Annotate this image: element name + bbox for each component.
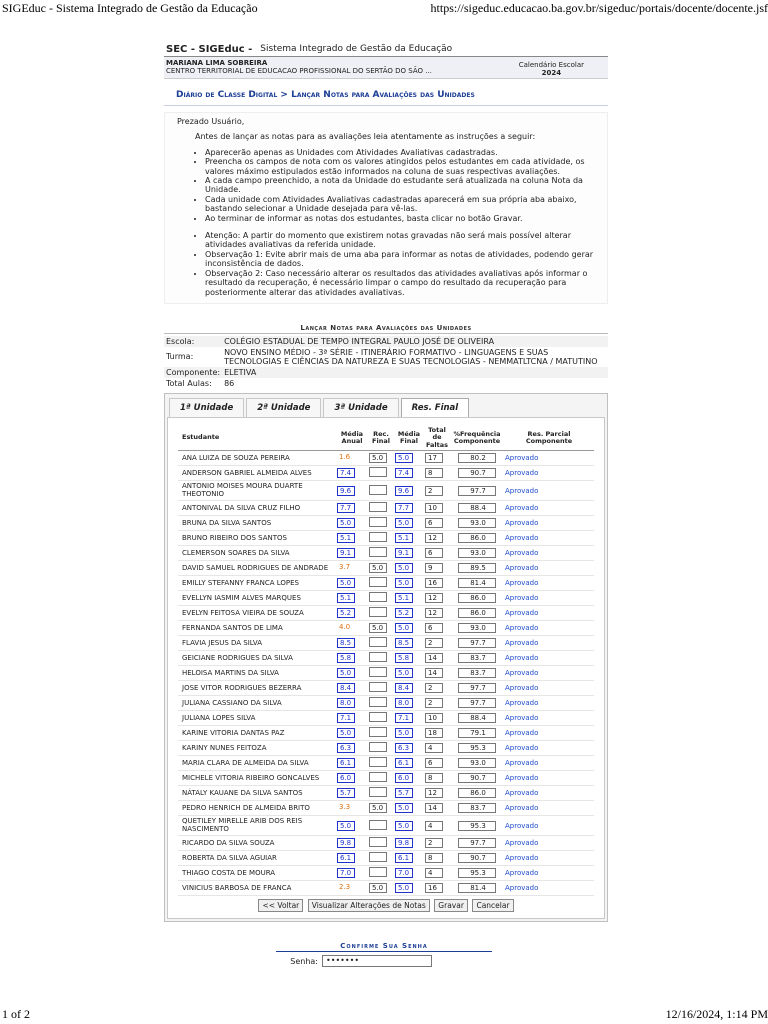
frequencia-field: 90.7 — [458, 468, 496, 478]
student-name: QUETILEY MIRELLE ARIB DOS REIS NASCIMENTO — [178, 816, 336, 836]
media-anual-field: 8.5 — [337, 638, 355, 648]
media-final-field: 5.0 — [395, 728, 413, 738]
frequencia-field: 83.7 — [458, 668, 496, 678]
rec-final-field[interactable] — [369, 772, 387, 782]
student-name: GEICIANE RODRIGUES DA SILVA — [178, 651, 336, 666]
tab-unit-2[interactable]: 2ª Unidade — [246, 398, 321, 417]
result-status: Aprovado — [505, 684, 539, 693]
result-status: Aprovado — [505, 504, 539, 513]
print-footer — [0, 1008, 768, 1024]
media-final-field: 6.0 — [395, 773, 413, 783]
print-header — [0, 0, 768, 16]
student-name: ANDERSON GABRIEL ALMEIDA ALVES — [178, 466, 336, 481]
print-datetime: 12/16/2024, 1:14 PM — [665, 1007, 768, 1021]
frequencia-field: 86.0 — [458, 593, 496, 603]
student-name: KARINE VITORIA DANTAS PAZ — [178, 726, 336, 741]
instructions-intro: Antes de lançar as notas para as avaliações leia atentamente as instruções a seguir: — [195, 132, 536, 142]
section-title: Lançar Notas para Avaliações das Unidades — [164, 324, 608, 334]
frequencia-field: 90.7 — [458, 773, 496, 783]
media-final-field: 5.7 — [395, 788, 413, 798]
tab-unit-1[interactable]: 1ª Unidade — [169, 398, 244, 417]
frequencia-field: 95.3 — [458, 821, 496, 831]
rec-final-field[interactable] — [369, 517, 387, 527]
frequencia-field: 80.2 — [458, 453, 496, 463]
student-name: KARINY NUNES FEITOZA — [178, 741, 336, 756]
faltas-field: 4 — [425, 743, 443, 753]
class-info — [164, 336, 608, 389]
faltas-field: 6 — [425, 623, 443, 633]
media-final-field: 8.0 — [395, 698, 413, 708]
tab-unit-3[interactable]: 3ª Unidade — [323, 398, 398, 417]
result-status: Aprovado — [505, 564, 539, 573]
instruction-item: • Preencha os campos de nota com os valores atingidos pelos estudantes em cada atividade, os valores máximo estipulados estão informados na coluna de suas respectivas avaliações. — [205, 157, 595, 176]
cancel-button[interactable]: Cancelar — [472, 899, 513, 912]
result-status: Aprovado — [505, 729, 539, 738]
student-name: ANTONIVAL DA SILVA CRUZ FILHO — [178, 501, 336, 516]
faltas-field: 9 — [425, 563, 443, 573]
frequencia-field: 81.4 — [458, 883, 496, 893]
media-anual-field: 2.3 — [339, 883, 351, 892]
brand-bar — [164, 42, 608, 57]
aulas-value: 86 — [224, 378, 235, 388]
media-anual-field: 6.0 — [337, 773, 355, 783]
result-status: Aprovado — [505, 804, 539, 813]
media-anual-field: 5.1 — [337, 533, 355, 543]
page — [164, 42, 608, 922]
table-row — [178, 681, 594, 696]
rec-final-field[interactable] — [369, 682, 387, 692]
table-row — [178, 621, 594, 636]
media-anual-field: 7.0 — [337, 868, 355, 878]
media-anual-field: 5.0 — [337, 578, 355, 588]
print-page: 1 of 2 — [2, 1007, 30, 1021]
rec-final-field[interactable] — [369, 592, 387, 602]
table-row — [178, 666, 594, 681]
faltas-field: 14 — [425, 668, 443, 678]
student-name: MICHELE VITORIA RIBEIRO GONCALVES — [178, 771, 336, 786]
frequencia-field: 97.7 — [458, 486, 496, 496]
media-anual-field: 6.3 — [337, 743, 355, 753]
media-anual-field: 3.7 — [339, 563, 351, 572]
table-row — [178, 516, 594, 531]
student-name: EVELYN FEITOSA VIEIRA DE SOUZA — [178, 606, 336, 621]
instructions-box — [164, 112, 608, 304]
frequencia-field: 93.0 — [458, 518, 496, 528]
media-final-field: 5.2 — [395, 608, 413, 618]
confirm-password — [276, 942, 492, 967]
calendar-year: 2024 — [541, 69, 562, 77]
media-anual-field: 5.0 — [337, 668, 355, 678]
media-final-field: 9.8 — [395, 838, 413, 848]
rec-final-field[interactable]: 5.0 — [369, 453, 387, 463]
media-final-field: 5.0 — [395, 821, 413, 831]
user-center: CENTRO TERRITORIAL DE EDUCACAO PROFISSIONAL DO SERTÃO DO SÃO ... — [166, 67, 432, 75]
media-final-field: 5.1 — [395, 593, 413, 603]
table-row — [178, 711, 594, 726]
table-row — [178, 466, 594, 481]
result-status: Aprovado — [505, 821, 539, 830]
table-row — [178, 651, 594, 666]
user-name: MARIANA LIMA SOBREIRA — [166, 59, 268, 67]
student-name: ANTONIO MOISES MOURA DUARTE THEOTONIO — [178, 481, 336, 501]
rec-final-field[interactable] — [369, 820, 387, 830]
table-row — [178, 786, 594, 801]
frequencia-field: 93.0 — [458, 548, 496, 558]
frequencia-field: 93.0 — [458, 623, 496, 633]
unit-tabs — [167, 398, 605, 417]
frequencia-field: 95.3 — [458, 868, 496, 878]
faltas-field: 12 — [425, 533, 443, 543]
media-final-field: 7.0 — [395, 868, 413, 878]
media-anual-field: 3.3 — [339, 803, 351, 812]
faltas-field: 4 — [425, 868, 443, 878]
rec-final-field[interactable] — [369, 757, 387, 767]
media-anual-field: 9.8 — [337, 838, 355, 848]
rec-final-field[interactable] — [369, 852, 387, 862]
rec-final-field[interactable] — [369, 532, 387, 542]
col-header-faltas: Total de Faltas — [425, 425, 449, 449]
rec-final-field[interactable]: 5.0 — [369, 803, 387, 813]
action-buttons — [178, 896, 594, 914]
table-row — [178, 836, 594, 851]
result-status: Aprovado — [505, 869, 539, 878]
table-row — [178, 481, 594, 501]
table-row — [178, 756, 594, 771]
faltas-field: 2 — [425, 638, 443, 648]
rec-final-field[interactable] — [369, 577, 387, 587]
media-final-field: 6.1 — [395, 853, 413, 863]
table-row — [178, 696, 594, 711]
faltas-field: 14 — [425, 653, 443, 663]
frequencia-field: 88.4 — [458, 503, 496, 513]
media-anual-field: 6.1 — [337, 853, 355, 863]
col-header-media-final: Média Final — [394, 426, 424, 451]
faltas-field: 8 — [425, 853, 443, 863]
result-status: Aprovado — [505, 486, 539, 495]
media-final-field: 9.6 — [395, 486, 413, 496]
componente-label: Componente: — [166, 367, 221, 377]
result-status: Aprovado — [505, 519, 539, 528]
table-row — [178, 591, 594, 606]
faltas-field: 10 — [425, 503, 443, 513]
faltas-field: 6 — [425, 758, 443, 768]
student-name: ROBERTA DA SILVA AGUIAR — [178, 851, 336, 866]
frequencia-field: 93.0 — [458, 758, 496, 768]
media-anual-field: 9.6 — [337, 486, 355, 496]
result-status: Aprovado — [505, 609, 539, 618]
media-anual-field: 5.0 — [337, 728, 355, 738]
table-row — [178, 606, 594, 621]
table-row — [178, 561, 594, 576]
student-name: ANA LUIZA DE SOUZA PEREIRA — [178, 451, 336, 466]
result-status: Aprovado — [505, 774, 539, 783]
rec-final-field[interactable] — [369, 637, 387, 647]
media-final-field: 6.3 — [395, 743, 413, 753]
instructions-list — [177, 148, 595, 223]
result-status: Aprovado — [505, 534, 539, 543]
media-final-field: 5.8 — [395, 653, 413, 663]
student-name: BRUNA DA SILVA SANTOS — [178, 516, 336, 531]
table-row — [178, 726, 594, 741]
faltas-field: 6 — [425, 548, 443, 558]
media-final-field: 5.0 — [395, 578, 413, 588]
instruction-item: • Aparecerão apenas as Unidades com Atividades Avaliativas cadastradas. — [205, 148, 595, 157]
col-header-resultado: Res. Parcial Componente — [504, 426, 594, 451]
col-header-frequencia: %Frequência Componente — [450, 426, 504, 451]
student-name: BRUNO RIBEIRO DOS SANTOS — [178, 531, 336, 546]
rec-final-field[interactable] — [369, 652, 387, 662]
result-status: Aprovado — [505, 469, 539, 478]
rec-final-field[interactable]: 5.0 — [369, 623, 387, 633]
student-name: PEDRO HENRICH DE ALMEIDA BRITO — [178, 801, 336, 816]
faltas-field: 2 — [425, 683, 443, 693]
result-status: Aprovado — [505, 759, 539, 768]
rec-final-field[interactable]: 5.0 — [369, 883, 387, 893]
frequencia-field: 83.7 — [458, 803, 496, 813]
escola-label: Escola: — [164, 336, 222, 347]
student-name: NÁTALY KAUANE DA SILVA SANTOS — [178, 786, 336, 801]
user-info — [164, 57, 608, 79]
componente-value: ELETIVA — [222, 367, 608, 378]
rec-final-field[interactable] — [369, 712, 387, 722]
table-row — [178, 816, 594, 836]
student-name: MARIA CLARA DE ALMEIDA DA SILVA — [178, 756, 336, 771]
rec-final-field[interactable] — [369, 727, 387, 737]
table-row — [178, 531, 594, 546]
student-name: RICARDO DA SILVA SOUZA — [178, 836, 336, 851]
faltas-field: 16 — [425, 883, 443, 893]
faltas-field: 16 — [425, 578, 443, 588]
media-final-field: 5.1 — [395, 533, 413, 543]
media-final-field: 7.1 — [395, 713, 413, 723]
view-changes-button[interactable]: Visualizar Alterações de Notas — [308, 899, 430, 912]
student-name: FERNANDA SANTOS DE LIMA — [178, 621, 336, 636]
rec-final-field[interactable] — [369, 485, 387, 495]
greeting: Prezado Usuário, — [177, 117, 245, 126]
turma-label: Turma: — [166, 352, 194, 362]
grades-table — [178, 426, 594, 897]
faltas-field: 10 — [425, 713, 443, 723]
result-status: Aprovado — [505, 884, 539, 893]
notes-list — [177, 231, 595, 297]
rec-final-field[interactable] — [369, 837, 387, 847]
student-name: CLEMERSON SOARES DA SILVA — [178, 546, 336, 561]
media-anual-field: 8.0 — [337, 698, 355, 708]
table-row — [178, 771, 594, 786]
media-anual-field: 7.7 — [337, 503, 355, 513]
instruction-item: • Cada unidade com Atividades Avaliativas cadastradas aparecerá em sua própria aba abaixo, bastando selecionar a Unidade desejada para vê-las. — [205, 195, 595, 214]
tab-panel — [167, 417, 605, 920]
frequencia-field: 86.0 — [458, 533, 496, 543]
faltas-field: 17 — [425, 453, 443, 463]
table-row — [178, 881, 594, 896]
media-final-field: 9.1 — [395, 548, 413, 558]
student-name: JULIANA CASSIANO DA SILVA — [178, 696, 336, 711]
frequencia-field: 83.7 — [458, 653, 496, 663]
table-row — [178, 636, 594, 651]
col-header-rec-final: Rec. Final — [368, 426, 394, 451]
result-status: Aprovado — [505, 744, 539, 753]
result-status: Aprovado — [505, 789, 539, 798]
result-status: Aprovado — [505, 579, 539, 588]
media-final-field: 5.0 — [395, 883, 413, 893]
frequencia-field: 86.0 — [458, 788, 496, 798]
instruction-item: • A cada campo preenchido, a nota da Unidade do estudante será atualizada na coluna Nota da Unidade. — [205, 176, 595, 195]
confirm-title: Confirme Sua Senha — [276, 942, 492, 952]
media-final-field: 6.1 — [395, 758, 413, 768]
result-status: Aprovado — [505, 714, 539, 723]
frequencia-field: 97.7 — [458, 638, 496, 648]
student-name: THIAGO COSTA DE MOURA — [178, 866, 336, 881]
media-final-field: 5.0 — [395, 518, 413, 528]
brand-subtitle: Sistema Integrado de Gestão da Educação — [260, 44, 453, 54]
media-anual-field: 5.0 — [337, 821, 355, 831]
brand-name: SEC - SIGEduc - — [166, 43, 253, 55]
media-anual-field: 4.0 — [339, 623, 351, 632]
table-row — [178, 451, 594, 466]
media-final-field: 5.0 — [395, 453, 413, 463]
faltas-field: 12 — [425, 788, 443, 798]
media-anual-field: 6.1 — [337, 758, 355, 768]
media-anual-field: 9.1 — [337, 548, 355, 558]
escola-value: COLÉGIO ESTADUAL DE TEMPO INTEGRAL PAULO JOSÉ DE OLIVEIRA — [222, 336, 608, 347]
table-row — [178, 576, 594, 591]
frequencia-field: 88.4 — [458, 713, 496, 723]
table-row — [178, 866, 594, 881]
student-name: JOSE VITOR RODRIGUES BEZERRA — [178, 681, 336, 696]
rec-final-field[interactable] — [369, 742, 387, 752]
frequencia-field: 97.7 — [458, 683, 496, 693]
student-name: HELOISA MARTINS DA SILVA — [178, 666, 336, 681]
media-anual-field: 5.8 — [337, 653, 355, 663]
faltas-field: 8 — [425, 773, 443, 783]
aulas-label: Total Aulas: — [166, 378, 212, 388]
result-status: Aprovado — [505, 854, 539, 863]
result-status: Aprovado — [505, 669, 539, 678]
school-calendar[interactable] — [519, 61, 584, 77]
media-anual-field: 5.0 — [337, 518, 355, 528]
rec-final-field[interactable] — [369, 867, 387, 877]
password-input[interactable]: ••••••• — [322, 955, 432, 967]
tabs-container — [164, 393, 608, 923]
print-url: https://sigeduc.educacao.ba.gov.br/sigeduc/portais/docente/docente.jsf — [430, 1, 768, 15]
result-status: Aprovado — [505, 454, 539, 463]
rec-final-field[interactable] — [369, 787, 387, 797]
frequencia-field: 90.7 — [458, 853, 496, 863]
frequencia-field: 97.7 — [458, 698, 496, 708]
back-button[interactable]: << Voltar — [258, 899, 303, 912]
table-row — [178, 546, 594, 561]
faltas-field: 2 — [425, 486, 443, 496]
password-label: Senha: — [290, 956, 318, 966]
media-anual-field: 5.7 — [337, 788, 355, 798]
note-item: • Observação 1: Evite abrir mais de uma aba para informar as notas de atividades, podendo gerar inconsistência de dados. — [205, 250, 595, 269]
table-row — [178, 851, 594, 866]
faltas-field: 6 — [425, 518, 443, 528]
rec-final-field[interactable] — [369, 547, 387, 557]
calendar-label: Calendário Escolar — [518, 61, 584, 69]
faltas-field: 12 — [425, 608, 443, 618]
media-final-field: 8.5 — [395, 638, 413, 648]
result-status: Aprovado — [505, 594, 539, 603]
rec-final-field[interactable] — [369, 697, 387, 707]
breadcrumb: Diário de Classe Digital > Lançar Notas para Avaliações das Unidades — [164, 84, 608, 106]
table-row — [178, 741, 594, 756]
print-title: SIGEduc - Sistema Integrado de Gestão da Educação — [2, 1, 258, 15]
note-item: • Atenção: A partir do momento que existirem notas gravadas não será mais possível alterar atividades avaliativas da referida unidade. — [205, 231, 595, 250]
faltas-field: 8 — [425, 468, 443, 478]
password-row — [276, 955, 492, 967]
frequencia-field: 95.3 — [458, 743, 496, 753]
col-header-student: Estudante — [178, 426, 336, 451]
table-row — [178, 501, 594, 516]
media-final-field: 7.4 — [395, 468, 413, 478]
col-header-media-anual: Média Anual — [336, 426, 368, 451]
table-row — [178, 801, 594, 816]
frequencia-field: 89.5 — [458, 563, 496, 573]
media-final-field: 5.0 — [395, 563, 413, 573]
rec-final-field[interactable] — [369, 502, 387, 512]
faltas-field: 2 — [425, 838, 443, 848]
media-final-field: 7.7 — [395, 503, 413, 513]
media-anual-field: 1.6 — [339, 453, 351, 462]
student-name: JULIANA LOPES SILVA — [178, 711, 336, 726]
media-anual-field: 7.4 — [337, 468, 355, 478]
faltas-field: 14 — [425, 803, 443, 813]
student-name: DAVID SAMUEL RODRIGUES DE ANDRADE — [178, 561, 336, 576]
student-name: VINICIUS BARBOSA DE FRANCA — [178, 881, 336, 896]
media-anual-field: 5.1 — [337, 593, 355, 603]
save-button[interactable]: Gravar — [434, 899, 468, 912]
faltas-field: 4 — [425, 821, 443, 831]
result-status: Aprovado — [505, 549, 539, 558]
media-anual-field: 5.2 — [337, 608, 355, 618]
media-anual-field: 7.1 — [337, 713, 355, 723]
media-anual-field: 8.4 — [337, 683, 355, 693]
result-status: Aprovado — [505, 839, 539, 848]
result-status: Aprovado — [505, 639, 539, 648]
turma-value: NOVO ENSINO MÉDIO - 3ª SÉRIE - ITINERÁRIO FORMATIVO - LINGUAGENS E SUAS TECNOLOGIAS E CIÊNCIAS DA NATUREZA E SUAS TECNOLOGIAS - NEMMATLTCNA / MATUTINO — [224, 347, 598, 366]
media-final-field: 8.4 — [395, 683, 413, 693]
faltas-field: 18 — [425, 728, 443, 738]
frequencia-field: 86.0 — [458, 608, 496, 618]
faltas-field: 2 — [425, 698, 443, 708]
student-name: EVELLYN IASMIM ALVES MARQUES — [178, 591, 336, 606]
result-status: Aprovado — [505, 654, 539, 663]
tab-final-result[interactable]: Res. Final — [401, 398, 470, 417]
frequencia-field: 79.1 — [458, 728, 496, 738]
faltas-field: 12 — [425, 593, 443, 603]
result-status: Aprovado — [505, 699, 539, 708]
frequencia-field: 81.4 — [458, 578, 496, 588]
instruction-item: • Ao terminar de informar as notas dos estudantes, basta clicar no botão Gravar. — [205, 214, 595, 223]
student-name: FLAVIA JESUS DA SILVA — [178, 636, 336, 651]
rec-final-field[interactable] — [369, 667, 387, 677]
media-final-field: 5.0 — [395, 668, 413, 678]
media-final-field: 5.0 — [395, 623, 413, 633]
note-item: • Observação 2: Caso necessário alterar os resultados das atividades avaliativas após informar o resultado da recuperação, é necessário limpar o campo do resultado da recuperação para posteriormente alterar das atividades avaliativas. — [205, 269, 595, 297]
rec-final-field[interactable] — [369, 607, 387, 617]
rec-final-field[interactable]: 5.0 — [369, 563, 387, 573]
media-final-field: 5.0 — [395, 803, 413, 813]
rec-final-field[interactable] — [369, 467, 387, 477]
frequencia-field: 97.7 — [458, 838, 496, 848]
student-name: EMILLY STEFANNY FRANCA LOPES — [178, 576, 336, 591]
result-status: Aprovado — [505, 624, 539, 633]
